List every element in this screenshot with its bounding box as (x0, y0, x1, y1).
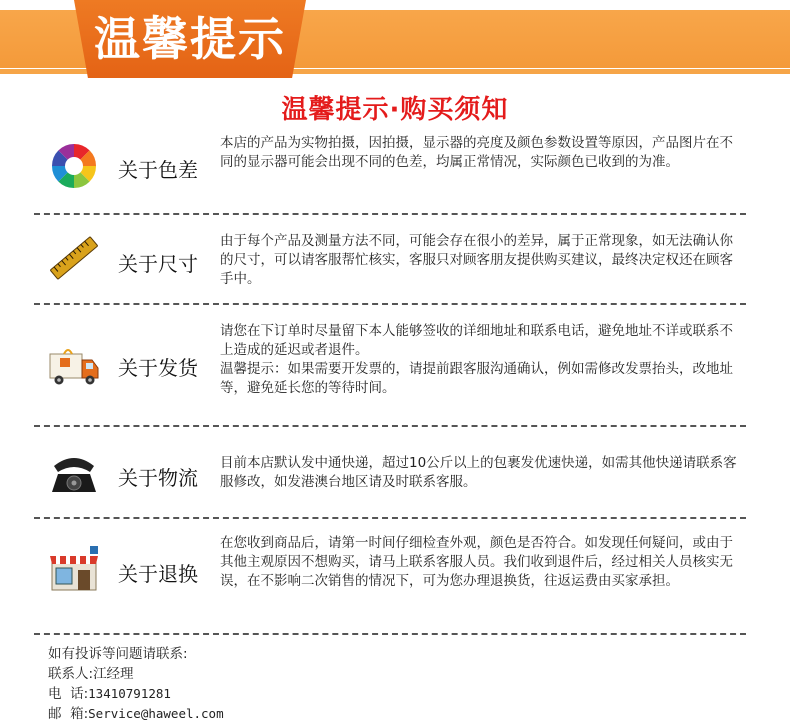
section-text: 本店的产品为实物拍摄，因拍摄，显示器的亮度及颜色参数设置等原因，产品图片在不同的显示器可能会出现不同的色差，均属正常情况，实际颜色已收到的为准。 (220, 135, 733, 170)
divider (34, 517, 746, 519)
section-text: 在您收到商品后，请第一时间仔细检查外观，颜色是否符合。如发现任何疑问，或由于其他主观原因不想购买，请马上联系客服人员。我们收到退件后，经过相关人员核实无误，在不影响二次销售的情况下，可为您办理退换货，往返运费由买家承担。 (220, 535, 733, 589)
section-label: 关于物流 (118, 466, 198, 490)
invoice-tip: 温馨提示：如果需要开发票的，请提前跟客服沟通确认，例如需修改发票抬头，改地址等，避免延长您的等待时间。 (220, 361, 733, 396)
contact-email-label: 邮 箱: (48, 706, 89, 722)
page-subtitle: 温馨提示·购买须知 (281, 95, 509, 125)
section-color-difference (34, 130, 746, 210)
telephone-icon (46, 446, 102, 502)
divider (34, 633, 746, 635)
contact-person: 江经理 (93, 666, 134, 682)
section-label: 关于尺寸 (118, 252, 198, 276)
contact-phone-row (48, 684, 224, 704)
banner-title: 温馨提示 (94, 12, 286, 66)
contact-person-row (48, 664, 224, 684)
contact-person-label: 联系人: (48, 666, 94, 682)
section-size (34, 222, 746, 302)
section-shipping (34, 314, 746, 424)
storefront-icon (46, 542, 102, 598)
divider (34, 213, 746, 215)
section-text: 目前本店默认发中通快递，超过10公斤以上的包裹发优速快递，如需其他快递请联系客服修改，如发港澳台地区请及时联系客服。 (220, 455, 737, 490)
contact-phone-label: 电 话: (48, 686, 89, 702)
section-text (220, 322, 740, 398)
color-wheel-icon (46, 136, 102, 192)
divider (34, 425, 746, 427)
section-text: 由于每个产品及测量方法不同，可能会存在很小的差异，属于正常现象，如无法确认你的尺寸，可以请客服帮忙核实，客服只对顾客朋友提供购买建议，最终决定权还在顾客手中。 (220, 233, 733, 287)
delivery-truck-icon (46, 338, 102, 394)
section-logistics (34, 434, 746, 514)
contact-email-row (48, 704, 224, 724)
contact-phone: 13410791281 (88, 686, 171, 701)
section-label: 关于发货 (118, 356, 198, 380)
shipping-text: 请您在下订单时尽量留下本人能够签收的详细地址和联系电话，避免地址不详或联系不上造成的延迟或者退件。 (220, 323, 733, 358)
section-label: 关于退换 (118, 562, 198, 586)
contact-intro: 如有投诉等问题请联系: (48, 646, 188, 662)
header-banner (0, 0, 790, 88)
divider (34, 303, 746, 305)
contact-email: Service@haweel.com (88, 706, 224, 721)
ruler-icon (46, 230, 102, 286)
contact-info (48, 644, 224, 724)
section-returns (34, 528, 746, 628)
section-label: 关于色差 (118, 158, 198, 182)
